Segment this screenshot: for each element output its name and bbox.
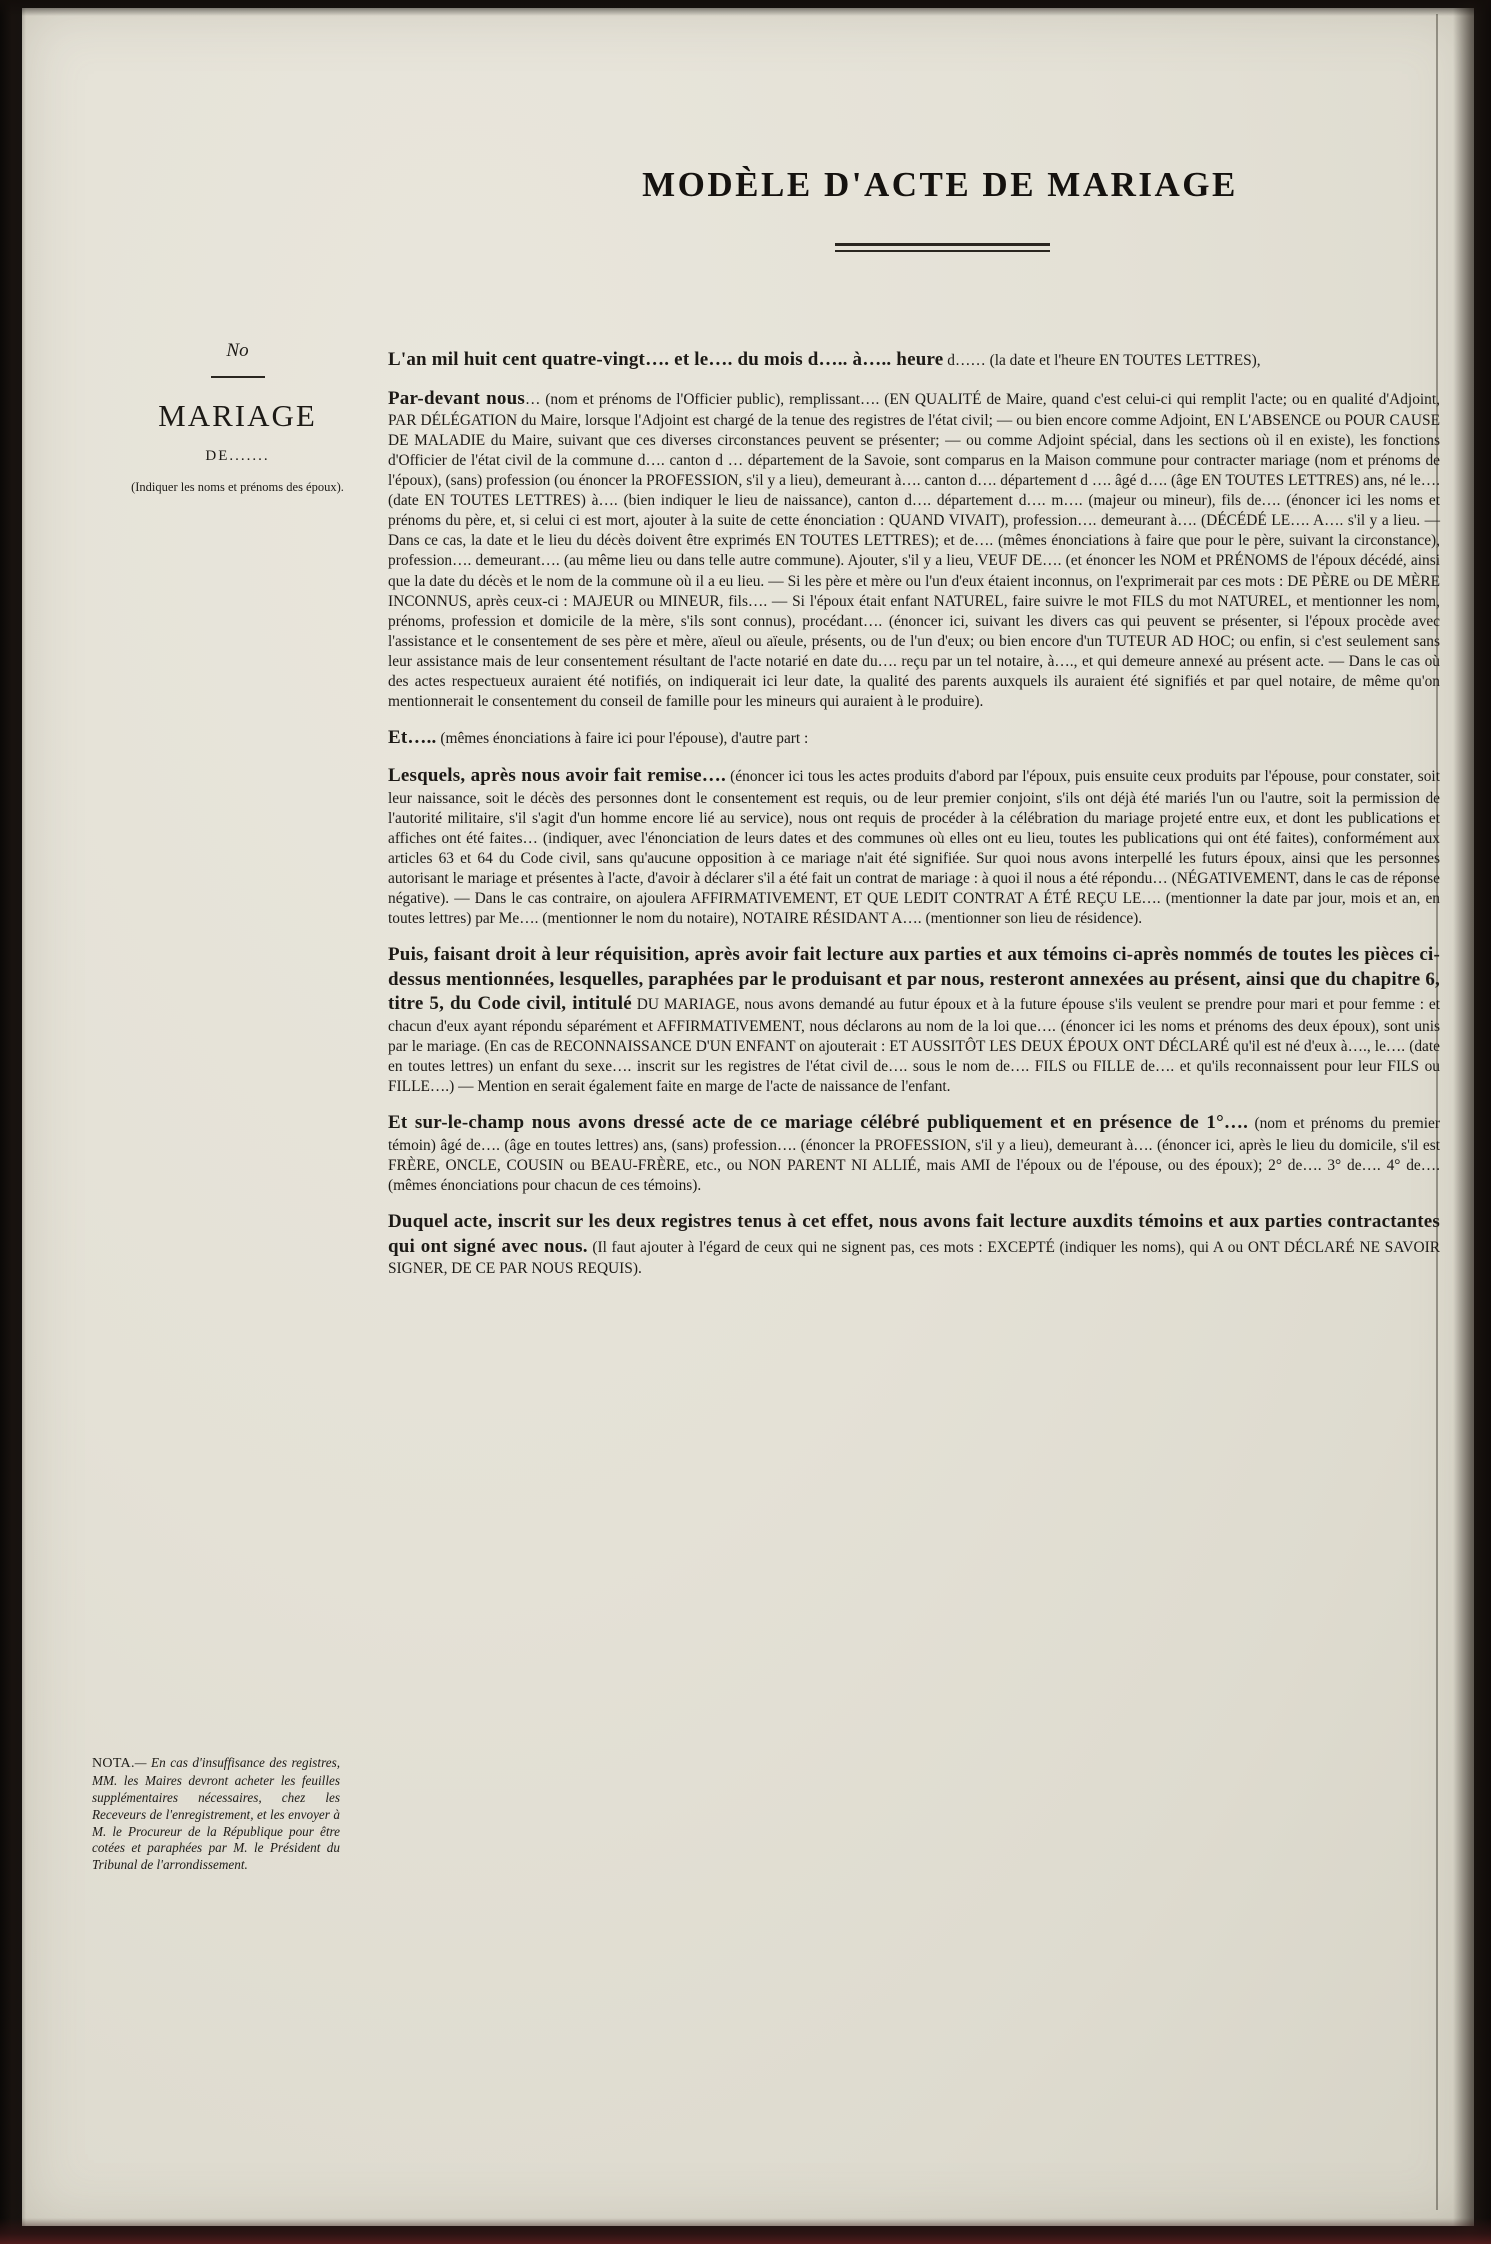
paragraph-duquel-text: (Il faut ajouter à l'égard de ceux qui ne signent pas, ces mots : EXCEPTÉ (indiquer les noms), qui A ou ONT DÉCLARÉ NE SAVOIR SIGNER, DE CE PAR NOUS REQUIS). [388,1238,1440,1278]
paragraph-date [388,348,1440,373]
paragraph-pardevant-lead: Par-devant nous [388,387,525,409]
margin-de-label: DE....... [205,448,270,464]
paragraph-puis-lead: Puis, faisant droit à leur réquisition, après avoir fait lecture aux parties et aux témoins ci-après nommés de toutes les pièces ci-dessus mentionnées, lesquelles, paraphées par le produisant et par nous, resteront annexées au présent, ainsi que du chapitre 6, titre 5, du Code civil, intitulé [388,944,1440,1015]
nota-label: NOTA. [92,1756,135,1771]
paragraph-surlechamp-text: (nom et prénoms du premier témoin) âgé de…. (âge en toutes lettres) ans, (sans) profession…. (énoncer la PROFESSION, s'il y a lieu), demeurant à…. (énoncer ici, après le lieu du domicile, s'il est FRÈRE, ONCLE, COUSIN ou BEAU-FRÈRE, etc., ou NON PARENT NI ALLIÉ, mais AMI de l'époux ou de l'épouse, ou des époux); 2° de…. 3° de…. 4° de…. (mêmes énonciations pour chacun de ces témoins). [388,1115,1440,1194]
nota-text: — En cas d'insuffisance des registres, MM. les Maires devront acheter les feuilles supplémentaires nécessaires, chez les Receveurs de l'enregistrement, et les envoyer à M. le Procureur de la République pour être cotées et paraphées par M. le Président du Tribunal de l'arrondissement. [92,1755,340,1873]
page-bottom-shadow [0,2218,1491,2244]
margin-divider [211,376,265,378]
title-divider [835,243,1050,252]
paragraph-et-lead: Et….. [388,726,437,748]
paragraph-date-lead: L'an mil huit cent quatre-vingt…. et le…. du mois d….. à….. heure [388,349,944,370]
paragraph-duquel-lead: Duquel acte, inscrit sur les deux registres tenus à cet effet, nous avons fait lecture auxdits témoins et aux parties contractantes qui ont signé avec nous. [388,1210,1440,1257]
paragraph-surlechamp [388,1111,1440,1196]
paragraph-lesquels [388,764,1440,929]
paragraph-puis-text: DU MARIAGE, nous avons demandé au futur époux et à la future épouse s'ils veulent se prendre pour mari et pour femme : et chacun d'eux ayant répondu séparément et AFFIRMATIVEMENT, nous déclarons au nom de la loi que…. (énoncer ici les noms et prénoms des deux époux), sont unis par le mariage. (En cas de RECONNAISSANCE D'UN ENFANT on ajouterait : ET AUSSITÔT LES DEUX ÉPOUX ONT DÉCLARÉ qu'il est né d'eux à…., le…. (date en toutes lettres) un enfant du sexe…. inscrit sur les registres de l'état civil de…. sous le nom de…. FILS ou FILLE de…. et qu'ils reconnaissent pour leur FILS ou FILLE….) — Mention en serait également faite en marge de l'acte de naissance de l'enfant. [388,996,1440,1096]
record-number-label: No [226,340,249,361]
body-column [388,348,1440,1293]
paragraph-pardevant [388,387,1440,712]
paragraph-lesquels-lead: Lesquels, après nous avoir fait remise…. [388,765,726,787]
paragraph-pardevant-text: … (nom et prénoms de l'Officier public), remplissant…. (EN QUALITÉ de Maire, quand c'est celui-ci qui remplit l'acte; ou en qualité d'Adjoint, PAR DÉLÉGATION du Maire, lorsque l'Adjoint est chargé de la tenue des registres de l'état civil; — ou bien encore comme Adjoint, EN L'ABSENCE ou POUR CAUSE DE MALADIE du Maire, suivant que ces diverses circonstances peuvent se présenter; — ou comme Adjoint spécial, dans les sections où il en existe), les fonctions d'Officier de l'état civil de la commune d…. canton d … département de la Savoie, sont comparus en la Maison commune pour contracter mariage (nom et prénoms de l'époux), (sans) profession (ou énoncer la PROFESSION, s'il y a lieu), demeurant à…. canton d…. département d …. âgé d…. (âge EN TOUTES LETTRES) ans, né le…. (date EN TOUTES LETTRES) à…. (bien indiquer le lieu de naissance), canton d…. département d…. m…. (majeur ou mineur), fils de…. (énoncer ici les noms et prénoms du père, et, si celui ci est mort, ajouter à la suite de cette énonciation : QUAND VIVAIT), profession…. demeurant à…. (DÉCÉDÉ LE…. A…. s'il y a lieu. — Dans ce cas, la date et le lieu du décès doivent être exprimés EN TOUTES LETTRES); et de…. (mêmes énonciations à faire que pour le père, suivant la circonstance), profession…. demeurant…. (au même lieu ou dans telle autre commune). Ajouter, s'il y a lieu, VEUF DE…. (et énoncer les NOM et PRÉNOMS de l'époux décédé, ainsi que la date du décès et le nom de la commune où il a eu lieu. — Si les père et mère ou l'un d'eux étaient inconnus, on l'exprimerait par ces mots : DE PÈRE ou DE MÈRE INCONNUS, après ceux-ci : MAJEUR ou MINEUR, fils…. — Si l'époux était enfant NATUREL, faire suivre le mot FILS du mot NATUREL, et mentionner les nom, prénoms, profession et domicile de la mère, s'ils sont connus), procédant…. (énoncer ici, suivant les divers cas qui peuvent se présenter, si l'époux procède avec l'assistance et le consentement de ses père et mère, aïeul ou aïeule, présents, ou de l'un d'eux; ou bien encore d'un TUTEUR AD HOC; ou enfin, si c'est seulement sans leur assistance mais de leur consentement résultant de l'acte notarié en date du…. reçu par un tel notaire, à…., et qui demeure annexé au présent acte. — Dans le cas où des actes respectueux auraient été notifiés, on indiquerait ici leur date, la qualité des parents auxquels ils auraient été signifiés et par quel notaire, de même qu'on mentionnerait le consentement du conseil de famille pour les mineurs qui auraient à le produire). [388,390,1440,710]
paragraph-et-text: (mêmes énonciations à faire ici pour l'épouse), d'autre part : [440,729,809,747]
paragraph-lesquels-text: (énoncer ici tous les actes produits d'abord par l'époux, puis ensuite ceux produits par l'épouse, pour constater, soit leur naissance, soit le décès des personnes dont le consentement est requis, ou de leur premier conjoint, s'ils ont déjà été mariés l'un ou l'autre, soit la permission de l'autorité militaire, s'il s'agit d'un homme encore lié au service), nous ont requis de procéder à la célébration du mariage projeté entre eux, et dont les publications et affiches ont été faites… (indiquer, avec l'énonciation de leurs dates et des communes où elles ont eu lieu, toutes les publications qui ont été faites), conformément aux articles 63 et 64 du Code civil, sans qu'aucune opposition à ce mariage n'ait été signifiée. Sur quoi nous avons interpellé les futurs époux, ainsi que les personnes autorisant le mariage et présentes à l'acte, d'avoir à déclarer s'il a été fait un contrat de mariage : à quoi il nous a été répondu… (NÉGATIVEMENT, dans le cas de réponse négative). — Dans le cas contraire, on ajoulera AFFIRMATIVEMENT, ET QUE LEDIT CONTRAT A ÉTÉ REÇU LE…. (mentionner la date par jour, mois et an, en toutes lettres) par Me…. (mentionner le nom du notaire), NOTAIRE RÉSIDANT A…. (mentionner son lieu de résidence). [388,768,1440,928]
margin-heading: MARIAGE [158,398,317,433]
page-left-shadow [0,0,26,2244]
paragraph-surlechamp-lead: Et sur-le-champ nous avons dressé acte de ce mariage célébré publiquement et en présence de 1°…. [388,1112,1249,1134]
page-top-shadow [0,0,1491,16]
margin-column [95,340,380,495]
paragraph-et [388,726,1440,751]
margin-instruction: (Indiquer les noms et prénoms des époux). [131,480,344,494]
paragraph-date-text: d…… (la date et l'heure EN TOUTES LETTRES), [947,352,1261,369]
page-title: MODÈLE D'ACTE DE MARIAGE [642,165,1238,204]
nota-block [92,1755,340,1874]
paragraph-duquel [388,1210,1440,1279]
page-gutter-shadow [1453,0,1491,2244]
paragraph-puis [388,943,1440,1097]
